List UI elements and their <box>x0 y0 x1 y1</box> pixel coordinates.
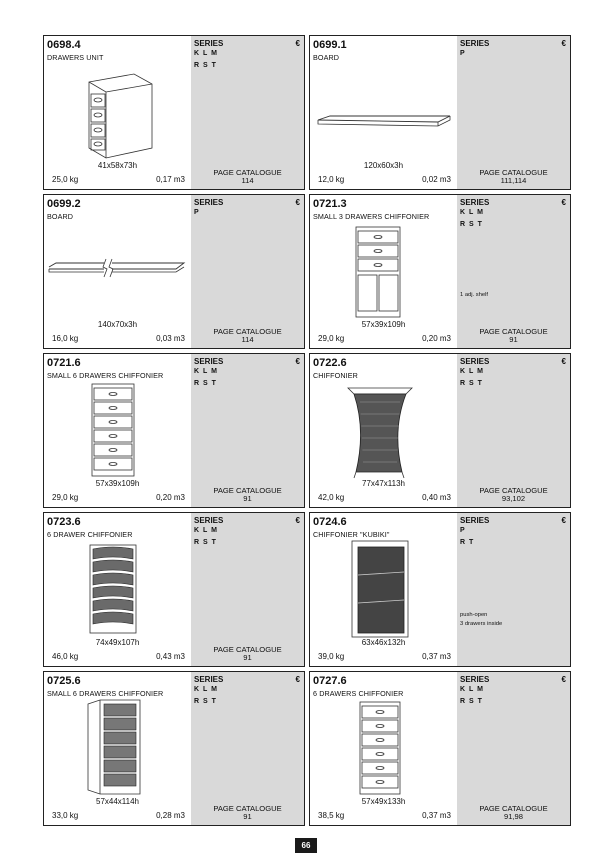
product-code: 0727.6 <box>313 675 347 687</box>
product-info <box>310 354 457 507</box>
product-volume: 0,37 m3 <box>422 811 451 820</box>
product-card <box>309 35 571 190</box>
product-weight: 39,0 kg <box>318 652 345 661</box>
board-long-icon <box>44 221 191 321</box>
page-catalogue <box>191 169 304 185</box>
drawers-unit-icon <box>44 62 191 162</box>
page-catalogue <box>457 328 570 344</box>
product-volume: 0,40 m3 <box>422 493 451 502</box>
product-volume: 0,17 m3 <box>156 175 185 184</box>
page-catalogue-number: 91 <box>243 653 252 662</box>
product-name: CHIFFONIER "KUBIKI" <box>313 530 390 539</box>
euro-icon: € <box>295 357 300 366</box>
product-code: 0698.4 <box>47 39 81 51</box>
product-info <box>44 672 191 825</box>
series-label: SERIES <box>194 198 224 207</box>
product-dimensions: 120x60x3h <box>363 161 404 170</box>
page-catalogue <box>457 805 570 821</box>
page-catalogue-label: PAGE CATALOGUE <box>479 327 548 336</box>
series-code: P <box>460 527 466 534</box>
product-note: push-open <box>460 612 488 618</box>
series-code: K L M <box>194 527 218 534</box>
series-code: K L M <box>194 368 218 375</box>
product-dimensions: 57x49x133h <box>361 797 406 806</box>
series-panel <box>457 513 570 666</box>
page-catalogue-number: 111,114 <box>500 176 527 185</box>
product-volume: 0,20 m3 <box>422 334 451 343</box>
page-catalogue-label: PAGE CATALOGUE <box>213 168 282 177</box>
page-catalogue-label: PAGE CATALOGUE <box>479 804 548 813</box>
page-catalogue <box>191 328 304 344</box>
series-code: R S T <box>194 698 217 705</box>
product-name: BOARD <box>313 53 340 62</box>
page-catalogue-number: 93,102 <box>501 494 526 503</box>
product-dimensions: 74x49x107h <box>95 638 140 647</box>
product-name: CHIFFONIER <box>313 371 358 380</box>
product-info <box>44 513 191 666</box>
product-name: DRAWERS UNIT <box>47 53 104 62</box>
series-label: SERIES <box>194 357 224 366</box>
series-code: R T <box>460 539 475 546</box>
product-dimensions: 77x47x113h <box>362 479 405 488</box>
page-catalogue-number: 91,98 <box>503 812 523 821</box>
product-weight: 25,0 kg <box>52 175 79 184</box>
product-weight: 29,0 kg <box>318 334 345 343</box>
product-name: SMALL 3 DRAWERS CHIFFONIER <box>313 212 430 221</box>
series-label: SERIES <box>460 516 490 525</box>
page-catalogue-number: 114 <box>241 335 254 344</box>
product-info <box>310 513 457 666</box>
page-catalogue <box>191 646 304 662</box>
product-volume: 0,43 m3 <box>156 652 185 661</box>
product-card <box>43 194 305 349</box>
chiffonier-3-drawers-icon <box>310 221 457 321</box>
chiffonier-curved-icon <box>310 380 457 480</box>
page-catalogue-label: PAGE CATALOGUE <box>213 804 282 813</box>
product-weight: 42,0 kg <box>318 493 345 502</box>
page-catalogue <box>457 169 570 185</box>
product-note: 3 drawers inside <box>460 621 503 627</box>
product-dimensions: 140x70x3h <box>97 320 138 329</box>
euro-icon: € <box>295 516 300 525</box>
product-dimensions: 41x58x73h <box>97 161 138 170</box>
chiffonier-6-drawers-icon <box>44 380 191 480</box>
product-name: 6 DRAWER CHIFFONIER <box>47 530 133 539</box>
page-catalogue-label: PAGE CATALOGUE <box>213 645 282 654</box>
product-info <box>44 36 191 189</box>
product-card <box>43 512 305 667</box>
page-catalogue-label: PAGE CATALOGUE <box>213 327 282 336</box>
page-catalogue <box>191 805 304 821</box>
product-code: 0723.6 <box>47 516 81 528</box>
product-card <box>43 671 305 826</box>
page-catalogue-number: 114 <box>241 176 254 185</box>
board-icon <box>310 62 457 162</box>
product-card <box>43 353 305 508</box>
chiffonier-kubiki-icon <box>310 539 457 639</box>
series-code: K L M <box>460 686 484 693</box>
product-weight: 38,5 kg <box>318 811 345 820</box>
product-name: BOARD <box>47 212 74 221</box>
series-code: P <box>460 50 466 57</box>
series-label: SERIES <box>460 39 490 48</box>
series-code: K L M <box>194 50 218 57</box>
euro-icon: € <box>561 516 566 525</box>
page-catalogue-number: 91 <box>243 812 252 821</box>
product-volume: 0,37 m3 <box>422 652 451 661</box>
product-code: 0721.3 <box>313 198 347 210</box>
series-code: K L M <box>460 209 484 216</box>
product-card <box>309 353 571 508</box>
series-panel <box>457 672 570 825</box>
series-code: K L M <box>460 368 484 375</box>
product-grid <box>43 35 571 835</box>
product-info <box>310 672 457 825</box>
series-label: SERIES <box>194 675 224 684</box>
product-volume: 0,02 m3 <box>422 175 451 184</box>
product-code: 0699.2 <box>47 198 81 210</box>
series-code: R S T <box>460 698 483 705</box>
euro-icon: € <box>561 357 566 366</box>
euro-icon: € <box>561 198 566 207</box>
euro-icon: € <box>561 39 566 48</box>
page-catalogue <box>191 487 304 503</box>
series-label: SERIES <box>460 357 490 366</box>
product-weight: 33,0 kg <box>52 811 79 820</box>
product-name: SMALL 6 DRAWERS CHIFFONIER <box>47 689 164 698</box>
chiffonier-tall-icon <box>310 698 457 798</box>
product-info <box>310 36 457 189</box>
page-catalogue-label: PAGE CATALOGUE <box>479 486 548 495</box>
series-code: R S T <box>460 380 483 387</box>
series-panel <box>191 36 304 189</box>
series-label: SERIES <box>460 198 490 207</box>
product-weight: 46,0 kg <box>52 652 79 661</box>
product-volume: 0,28 m3 <box>156 811 185 820</box>
product-note: 1 adj. shelf <box>460 292 489 298</box>
product-info <box>44 354 191 507</box>
series-panel <box>191 195 304 348</box>
series-panel <box>191 513 304 666</box>
series-panel <box>457 354 570 507</box>
product-code: 0722.6 <box>313 357 347 369</box>
page-catalogue-label: PAGE CATALOGUE <box>479 168 548 177</box>
page-catalogue-label: PAGE CATALOGUE <box>213 486 282 495</box>
page-number: 66 <box>295 838 317 853</box>
series-code: R S T <box>460 221 483 228</box>
product-card <box>43 35 305 190</box>
product-dimensions: 63x46x132h <box>361 638 406 647</box>
series-code: R S T <box>194 380 217 387</box>
product-info <box>310 195 457 348</box>
series-code: R S T <box>194 62 217 69</box>
product-dimensions: 57x44x114h <box>96 797 139 806</box>
product-name: SMALL 6 DRAWERS CHIFFONIER <box>47 371 164 380</box>
series-label: SERIES <box>194 516 224 525</box>
product-code: 0721.6 <box>47 357 81 369</box>
series-label: SERIES <box>460 675 490 684</box>
page-catalogue-number: 91 <box>509 335 518 344</box>
series-code: P <box>194 209 200 216</box>
series-code: K L M <box>194 686 218 693</box>
product-dimensions: 57x39x109h <box>95 479 140 488</box>
product-weight: 16,0 kg <box>52 334 79 343</box>
product-code: 0725.6 <box>47 675 81 687</box>
page-catalogue-number: 91 <box>243 494 252 503</box>
product-card <box>309 512 571 667</box>
product-weight: 29,0 kg <box>52 493 79 502</box>
euro-icon: € <box>295 675 300 684</box>
chiffonier-round-icon <box>44 539 191 639</box>
product-card <box>309 194 571 349</box>
chiffonier-side-icon <box>44 698 191 798</box>
series-label: SERIES <box>194 39 224 48</box>
product-name: 6 DRAWERS CHIFFONIER <box>313 689 404 698</box>
product-dimensions: 57x39x109h <box>361 320 406 329</box>
page-catalogue <box>457 487 570 503</box>
series-panel <box>457 36 570 189</box>
product-card <box>309 671 571 826</box>
euro-icon: € <box>295 39 300 48</box>
series-panel <box>191 354 304 507</box>
product-weight: 12,0 kg <box>318 175 345 184</box>
product-code: 0724.6 <box>313 516 347 528</box>
product-volume: 0,20 m3 <box>156 493 185 502</box>
series-panel <box>191 672 304 825</box>
series-panel <box>457 195 570 348</box>
euro-icon: € <box>295 198 300 207</box>
euro-icon: € <box>561 675 566 684</box>
product-code: 0699.1 <box>313 39 347 51</box>
product-info <box>44 195 191 348</box>
series-code: R S T <box>194 539 217 546</box>
product-volume: 0,03 m3 <box>156 334 185 343</box>
